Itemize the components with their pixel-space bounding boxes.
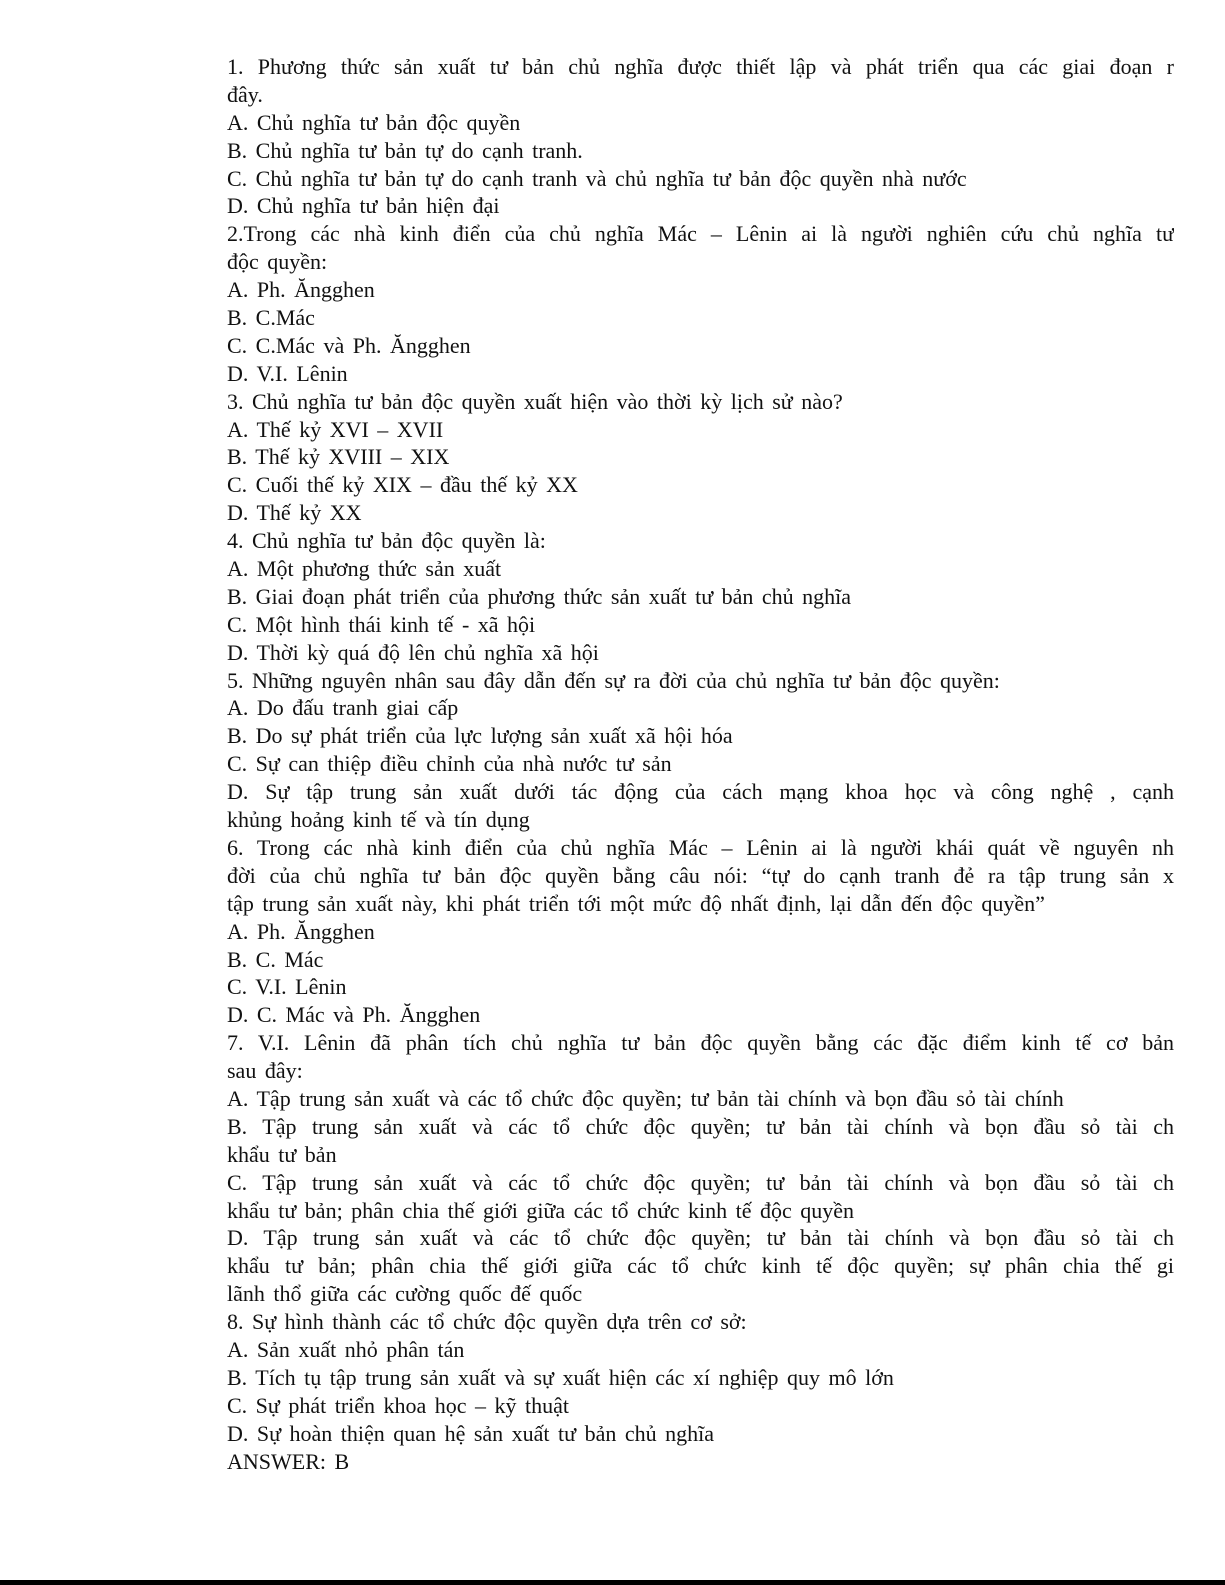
- question-1-option-c: C. Chủ nghĩa tư bản tự do cạnh tranh và chủ nghĩa tư bản độc quyền nhà nước: [227, 165, 967, 191]
- question-3-option-a: A. Thế kỷ XVI – XVII: [227, 416, 444, 442]
- question-1: [227, 53, 1174, 220]
- question-8-text-line-1: 8. Sự hình thành các tổ chức độc quyền dựa trên cơ sở:: [227, 1309, 747, 1335]
- question-7-option-c-line-1: C. Tập trung sản xuất và các tổ chức độc quyền; tư bản tài chính và bọn đầu sỏ tài ch: [227, 1169, 1174, 1195]
- question-5-text-line-1: 5. Những nguyên nhân sau đây dẫn đến sự ra đời của chủ nghĩa tư bản độc quyền:: [227, 667, 1000, 693]
- question-5-option-d-line-1: D. Sự tập trung sản xuất dưới tác động của cách mạng khoa học và công nghệ , cạnh: [227, 779, 1174, 805]
- question-6-option-b: B. C. Mác: [227, 946, 324, 972]
- question-2-text-line-1: 2.Trong các nhà kinh điển của chủ nghĩa Mác – Lênin ai là người nghiên cứu chủ nghĩa tư: [227, 221, 1174, 247]
- question-6-option-c: C. V.I. Lênin: [227, 974, 347, 1000]
- question-1-option-a: A. Chủ nghĩa tư bản độc quyền: [227, 109, 521, 135]
- page-bottom-rule: [0, 1580, 1225, 1585]
- question-4-option-c: C. Một hình thái kinh tế - xã hội: [227, 611, 536, 637]
- question-7-option-d-line-2: khẩu tư bản; phân chia thế giới giữa các tổ chức kinh tế độc quyền; sự phân chia thế gi: [227, 1253, 1174, 1279]
- question-8-option-d: D. Sự hoàn thiện quan hệ sản xuất tư bản chủ nghĩa: [227, 1420, 714, 1446]
- question-7-option-b-line-2: khẩu tư bản: [227, 1141, 337, 1167]
- question-5-option-a: A. Do đấu tranh giai cấp: [227, 695, 459, 721]
- question-8-option-a: A. Sản xuất nhỏ phân tán: [227, 1336, 465, 1362]
- question-3-option-c: C. Cuối thế kỷ XIX – đầu thế kỷ XX: [227, 472, 578, 498]
- question-7: [227, 1029, 1174, 1308]
- question-8-option-c: C. Sự phát triển khoa học – kỹ thuật: [227, 1392, 570, 1418]
- question-4-option-a: A. Một phương thức sản xuất: [227, 556, 502, 582]
- question-5-option-c: C. Sự can thiệp điều chỉnh của nhà nước tư sản: [227, 751, 672, 777]
- question-5: [227, 667, 1174, 834]
- question-8-option-b: B. Tích tụ tập trung sản xuất và sự xuất hiện các xí nghiệp quy mô lớn: [227, 1364, 894, 1390]
- question-4: [227, 527, 1174, 666]
- question-6-option-d: D. C. Mác và Ph. Ăngghen: [227, 1002, 481, 1028]
- question-7-option-d-line-3: lãnh thổ giữa các cường quốc đế quốc: [227, 1281, 583, 1307]
- quiz-content: [227, 53, 1174, 1475]
- question-4-text-line-1: 4. Chủ nghĩa tư bản độc quyền là:: [227, 528, 546, 554]
- question-6-text-line-2: đời của chủ nghĩa tư bản độc quyền bằng câu nói: “tự do cạnh tranh đẻ ra tập trung sản x: [227, 862, 1174, 888]
- question-4-option-d: D. Thời kỳ quá độ lên chủ nghĩa xã hội: [227, 639, 599, 665]
- question-7-option-b-line-1: B. Tập trung sản xuất và các tổ chức độc quyền; tư bản tài chính và bọn đầu sỏ tài ch: [227, 1113, 1174, 1139]
- question-8: [227, 1308, 1174, 1447]
- question-1-option-b: B. Chủ nghĩa tư bản tự do cạnh tranh.: [227, 137, 583, 163]
- question-7-option-c-line-2: khẩu tư bản; phân chia thế giới giữa các tổ chức kinh tế độc quyền: [227, 1197, 854, 1223]
- question-7-text-line-1: 7. V.I. Lênin đã phân tích chủ nghĩa tư bản độc quyền bằng các đặc điểm kinh tế cơ bản: [227, 1030, 1174, 1056]
- question-4-option-b: B. Giai đoạn phát triển của phương thức sản xuất tư bản chủ nghĩa: [227, 583, 852, 609]
- question-2: [227, 220, 1174, 387]
- question-3-option-b: B. Thế kỷ XVIII – XIX: [227, 444, 450, 470]
- question-2-option-c: C. C.Mác và Ph. Ăngghen: [227, 332, 471, 358]
- question-1-option-d: D. Chủ nghĩa tư bản hiện đại: [227, 193, 500, 219]
- answer-line: ANSWER: B: [227, 1448, 350, 1474]
- question-5-option-d-line-2: khủng hoảng kinh tế và tín dụng: [227, 807, 530, 833]
- question-2-option-a: A. Ph. Ăngghen: [227, 277, 375, 303]
- question-3: [227, 388, 1174, 527]
- question-1-text-line-1: 1. Phương thức sản xuất tư bản chủ nghĩa được thiết lập và phát triển qua các giai đoạn r: [227, 54, 1174, 79]
- question-6: [227, 834, 1174, 1029]
- question-6-text-line-3: tập trung sản xuất này, khi phát triển tới một mức độ nhất định, lại dẫn đến độc quyền”: [227, 890, 1045, 916]
- question-2-option-d: D. V.I. Lênin: [227, 360, 348, 386]
- question-3-text-line-1: 3. Chủ nghĩa tư bản độc quyền xuất hiện vào thời kỳ lịch sử nào?: [227, 388, 843, 414]
- question-3-option-d: D. Thế kỷ XX: [227, 500, 362, 526]
- question-2-option-b: B. C.Mác: [227, 305, 315, 331]
- question-2-text-line-2: độc quyền:: [227, 249, 328, 275]
- question-7-option-d-line-1: D. Tập trung sản xuất và các tổ chức độc quyền; tư bản tài chính và bọn đầu sỏ tài ch: [227, 1225, 1174, 1251]
- question-7-option-a: A. Tập trung sản xuất và các tổ chức độc quyền; tư bản tài chính và bọn đầu sỏ tài chính: [227, 1085, 1064, 1111]
- question-1-text-line-2: đây.: [227, 81, 263, 107]
- question-7-text-line-2: sau đây:: [227, 1058, 303, 1084]
- question-6-option-a: A. Ph. Ăngghen: [227, 918, 375, 944]
- question-5-option-b: B. Do sự phát triển của lực lượng sản xuất xã hội hóa: [227, 723, 733, 749]
- question-6-text-line-1: 6. Trong các nhà kinh điển của chủ nghĩa Mác – Lênin ai là người khái quát về nguyên nh: [227, 834, 1174, 860]
